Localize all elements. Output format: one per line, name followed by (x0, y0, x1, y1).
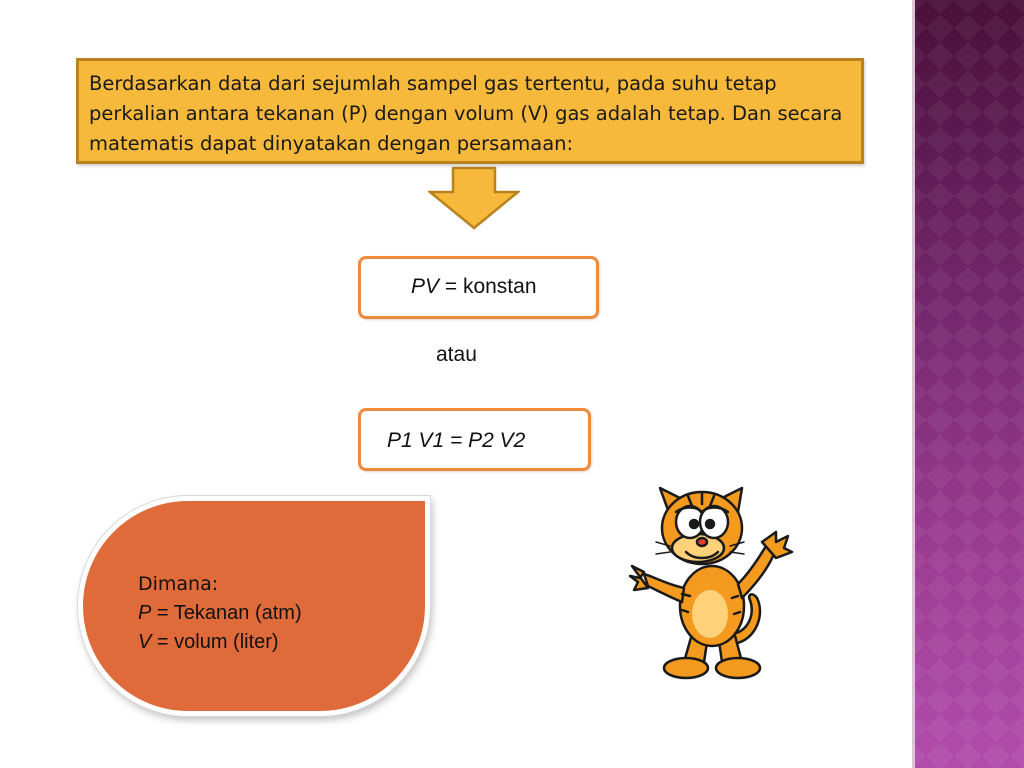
legend-text (138, 570, 302, 657)
legend-volume-line (138, 628, 302, 657)
legend-heading: Dimana: (138, 573, 219, 595)
connector-text: atau (436, 343, 477, 366)
legend-p-symbol: P (138, 602, 152, 624)
cartoon-cat-icon (626, 484, 794, 684)
decorative-side-band (912, 0, 1024, 768)
formula-boyle-text: P1 V1 = P2 V2 (387, 429, 526, 452)
intro-text-box (76, 58, 864, 164)
formula-box-constant (358, 256, 599, 319)
legend-pressure-line (138, 599, 302, 628)
legend-v-description: = volum (liter) (151, 631, 279, 653)
legend-v-symbol: V (138, 631, 152, 653)
formula-box-boyle (358, 408, 591, 471)
down-arrow-icon (428, 166, 520, 230)
formula-constant-rest: = konstan (439, 275, 537, 298)
intro-text: Berdasarkan data dari sejumlah sampel gas tertentu, pada suhu tetap perkalian antara tekanan (P) dengan volum (V) gas adalah tetap. Dan secara matematis dapat dinyatakan dengan persamaan: (89, 72, 843, 155)
legend-p-description: = Tekanan (atm) (151, 602, 302, 624)
formula-pv-symbol: PV (411, 275, 440, 298)
